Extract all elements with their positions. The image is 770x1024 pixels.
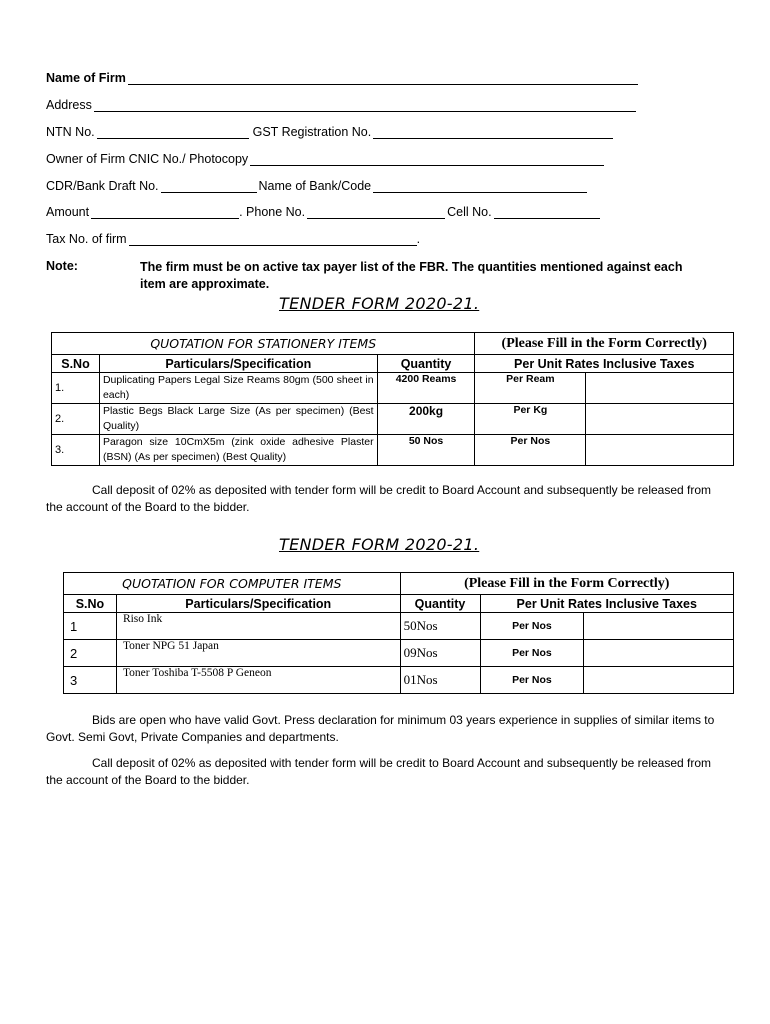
- call-deposit-para-1: Call deposit of 02% as deposited with tender form will be credit to Board Account and subsequently be released from the account of the Board to the bidder.: [46, 483, 712, 514]
- stationery-unit-3: Per Nos: [475, 435, 586, 466]
- stationery-unit-1: Per Ream: [475, 373, 586, 404]
- tender-title-stationery: TENDER FORM 2020-21.: [279, 294, 480, 313]
- computer-rate-1[interactable]: [584, 613, 734, 640]
- field-name-of-firm: [46, 69, 638, 85]
- stationery-rate-1[interactable]: [586, 373, 734, 404]
- computer-header-rates: Per Unit Rates Inclusive Taxes: [480, 595, 734, 613]
- stationery-header-quantity: Quantity: [377, 355, 475, 373]
- stationery-particulars-3: Paragon size 10CmX5m (zink oxide adhesive Plaster (BSN) (As per specimen) (Best Quality): [99, 435, 377, 466]
- computer-sno-3: 3: [64, 667, 117, 694]
- table-row: [64, 640, 734, 667]
- blank-address[interactable]: [94, 99, 636, 112]
- stationery-sno-3: 3.: [52, 435, 100, 466]
- blank-amount[interactable]: [91, 206, 239, 219]
- computer-unit-2: Per Nos: [480, 640, 584, 667]
- computer-sno-1: 1: [64, 613, 117, 640]
- blank-phone[interactable]: [307, 206, 445, 219]
- call-deposit-para-2: Call deposit of 02% as deposited with tender form will be credit to Board Account and subsequently be released from the account of the Board to the bidder.: [46, 756, 712, 787]
- stationery-header-rates: Per Unit Rates Inclusive Taxes: [475, 355, 734, 373]
- stationery-sno-1: 1.: [52, 373, 100, 404]
- stationery-header-sno: S.No: [52, 355, 100, 373]
- computer-qty-1: 50Nos: [400, 613, 480, 640]
- table-row: [52, 435, 734, 466]
- table-row: [52, 373, 734, 404]
- computer-rate-2[interactable]: [584, 640, 734, 667]
- field-owner-cnic: [46, 150, 604, 166]
- stationery-rate-3[interactable]: [586, 435, 734, 466]
- stationery-rate-2[interactable]: [586, 404, 734, 435]
- label-ntn: NTN No.: [46, 125, 95, 139]
- computer-header-quantity: Quantity: [400, 595, 480, 613]
- note-text: The firm must be on active tax payer list of the FBR. The quantities mentioned against each item are approximate.: [140, 260, 683, 291]
- stationery-qty-2: 200kg: [377, 404, 475, 435]
- stationery-qty-3: 50 Nos: [377, 435, 475, 466]
- label-owner-cnic: Owner of Firm CNIC No./ Photocopy: [46, 152, 249, 166]
- table-row: [64, 613, 734, 640]
- computer-qty-3: 01Nos: [400, 667, 480, 694]
- computer-particulars-2: Toner NPG 51 Japan: [116, 640, 400, 667]
- computer-fill-note: (Please Fill in the Form Correctly): [400, 573, 733, 595]
- field-amount-phone: [46, 203, 600, 219]
- field-address: [46, 96, 636, 112]
- blank-bank-name[interactable]: [373, 180, 587, 193]
- computer-sno-2: 2: [64, 640, 117, 667]
- label-phone: . Phone No.: [239, 205, 306, 219]
- label-cell: Cell No.: [447, 205, 492, 219]
- computer-particulars-3: Toner Toshiba T-5508 P Geneon: [116, 667, 400, 694]
- blank-owner-cnic[interactable]: [250, 153, 604, 166]
- blank-gst[interactable]: [373, 126, 613, 139]
- computer-table: [63, 572, 734, 694]
- label-amount: Amount: [46, 205, 90, 219]
- stationery-qty-1: 4200 Reams: [377, 373, 475, 404]
- blank-cdr[interactable]: [161, 180, 257, 193]
- table-row: [52, 404, 734, 435]
- stationery-unit-2: Per Kg: [475, 404, 586, 435]
- bids-note-para: Bids are open who have valid Govt. Press declaration for minimum 03 years experience in supplies of similar items to Govt. Semi Govt, Private Companies and departments.: [46, 713, 715, 744]
- computer-unit-3: Per Nos: [480, 667, 584, 694]
- label-gst: GST Registration No.: [252, 125, 372, 139]
- stationery-particulars-2: Plastic Begs Black Large Size (As per specimen) (Best Quality): [99, 404, 377, 435]
- label-address: Address: [46, 98, 92, 112]
- computer-qty-2: 09Nos: [400, 640, 480, 667]
- field-cdr-bank: [46, 177, 587, 193]
- label-bank-name: Name of Bank/Code: [258, 179, 372, 193]
- computer-unit-1: Per Nos: [480, 613, 584, 640]
- table-row: [64, 667, 734, 694]
- note-label: Note:: [46, 259, 78, 273]
- computer-header-particulars: Particulars/Specification: [116, 595, 400, 613]
- computer-rate-3[interactable]: [584, 667, 734, 694]
- stationery-sno-2: 2.: [52, 404, 100, 435]
- stationery-title: QUOTATION FOR STATIONERY ITEMS: [52, 333, 475, 355]
- blank-cell[interactable]: [494, 206, 600, 219]
- blank-name-of-firm[interactable]: [128, 72, 638, 85]
- computer-title: QUOTATION FOR COMPUTER ITEMS: [64, 573, 401, 595]
- label-cdr: CDR/Bank Draft No.: [46, 179, 159, 193]
- label-tax-no: Tax No. of firm: [46, 232, 127, 246]
- stationery-table: [51, 332, 734, 466]
- stationery-particulars-1: Duplicating Papers Legal Size Reams 80gm (500 sheet in each): [99, 373, 377, 404]
- stationery-fill-note: (Please Fill in the Form Correctly): [475, 333, 734, 355]
- blank-tax-no[interactable]: [129, 233, 417, 246]
- computer-particulars-1: Riso Ink: [116, 613, 400, 640]
- blank-ntn[interactable]: [97, 126, 249, 139]
- field-ntn-gst: [46, 123, 613, 139]
- computer-header-sno: S.No: [64, 595, 117, 613]
- stationery-header-particulars: Particulars/Specification: [99, 355, 377, 373]
- field-tax-no: [46, 230, 420, 246]
- tax-end: .: [416, 232, 421, 246]
- label-name-of-firm: Name of Firm: [46, 71, 126, 85]
- tender-title-computer: TENDER FORM 2020-21.: [279, 535, 480, 554]
